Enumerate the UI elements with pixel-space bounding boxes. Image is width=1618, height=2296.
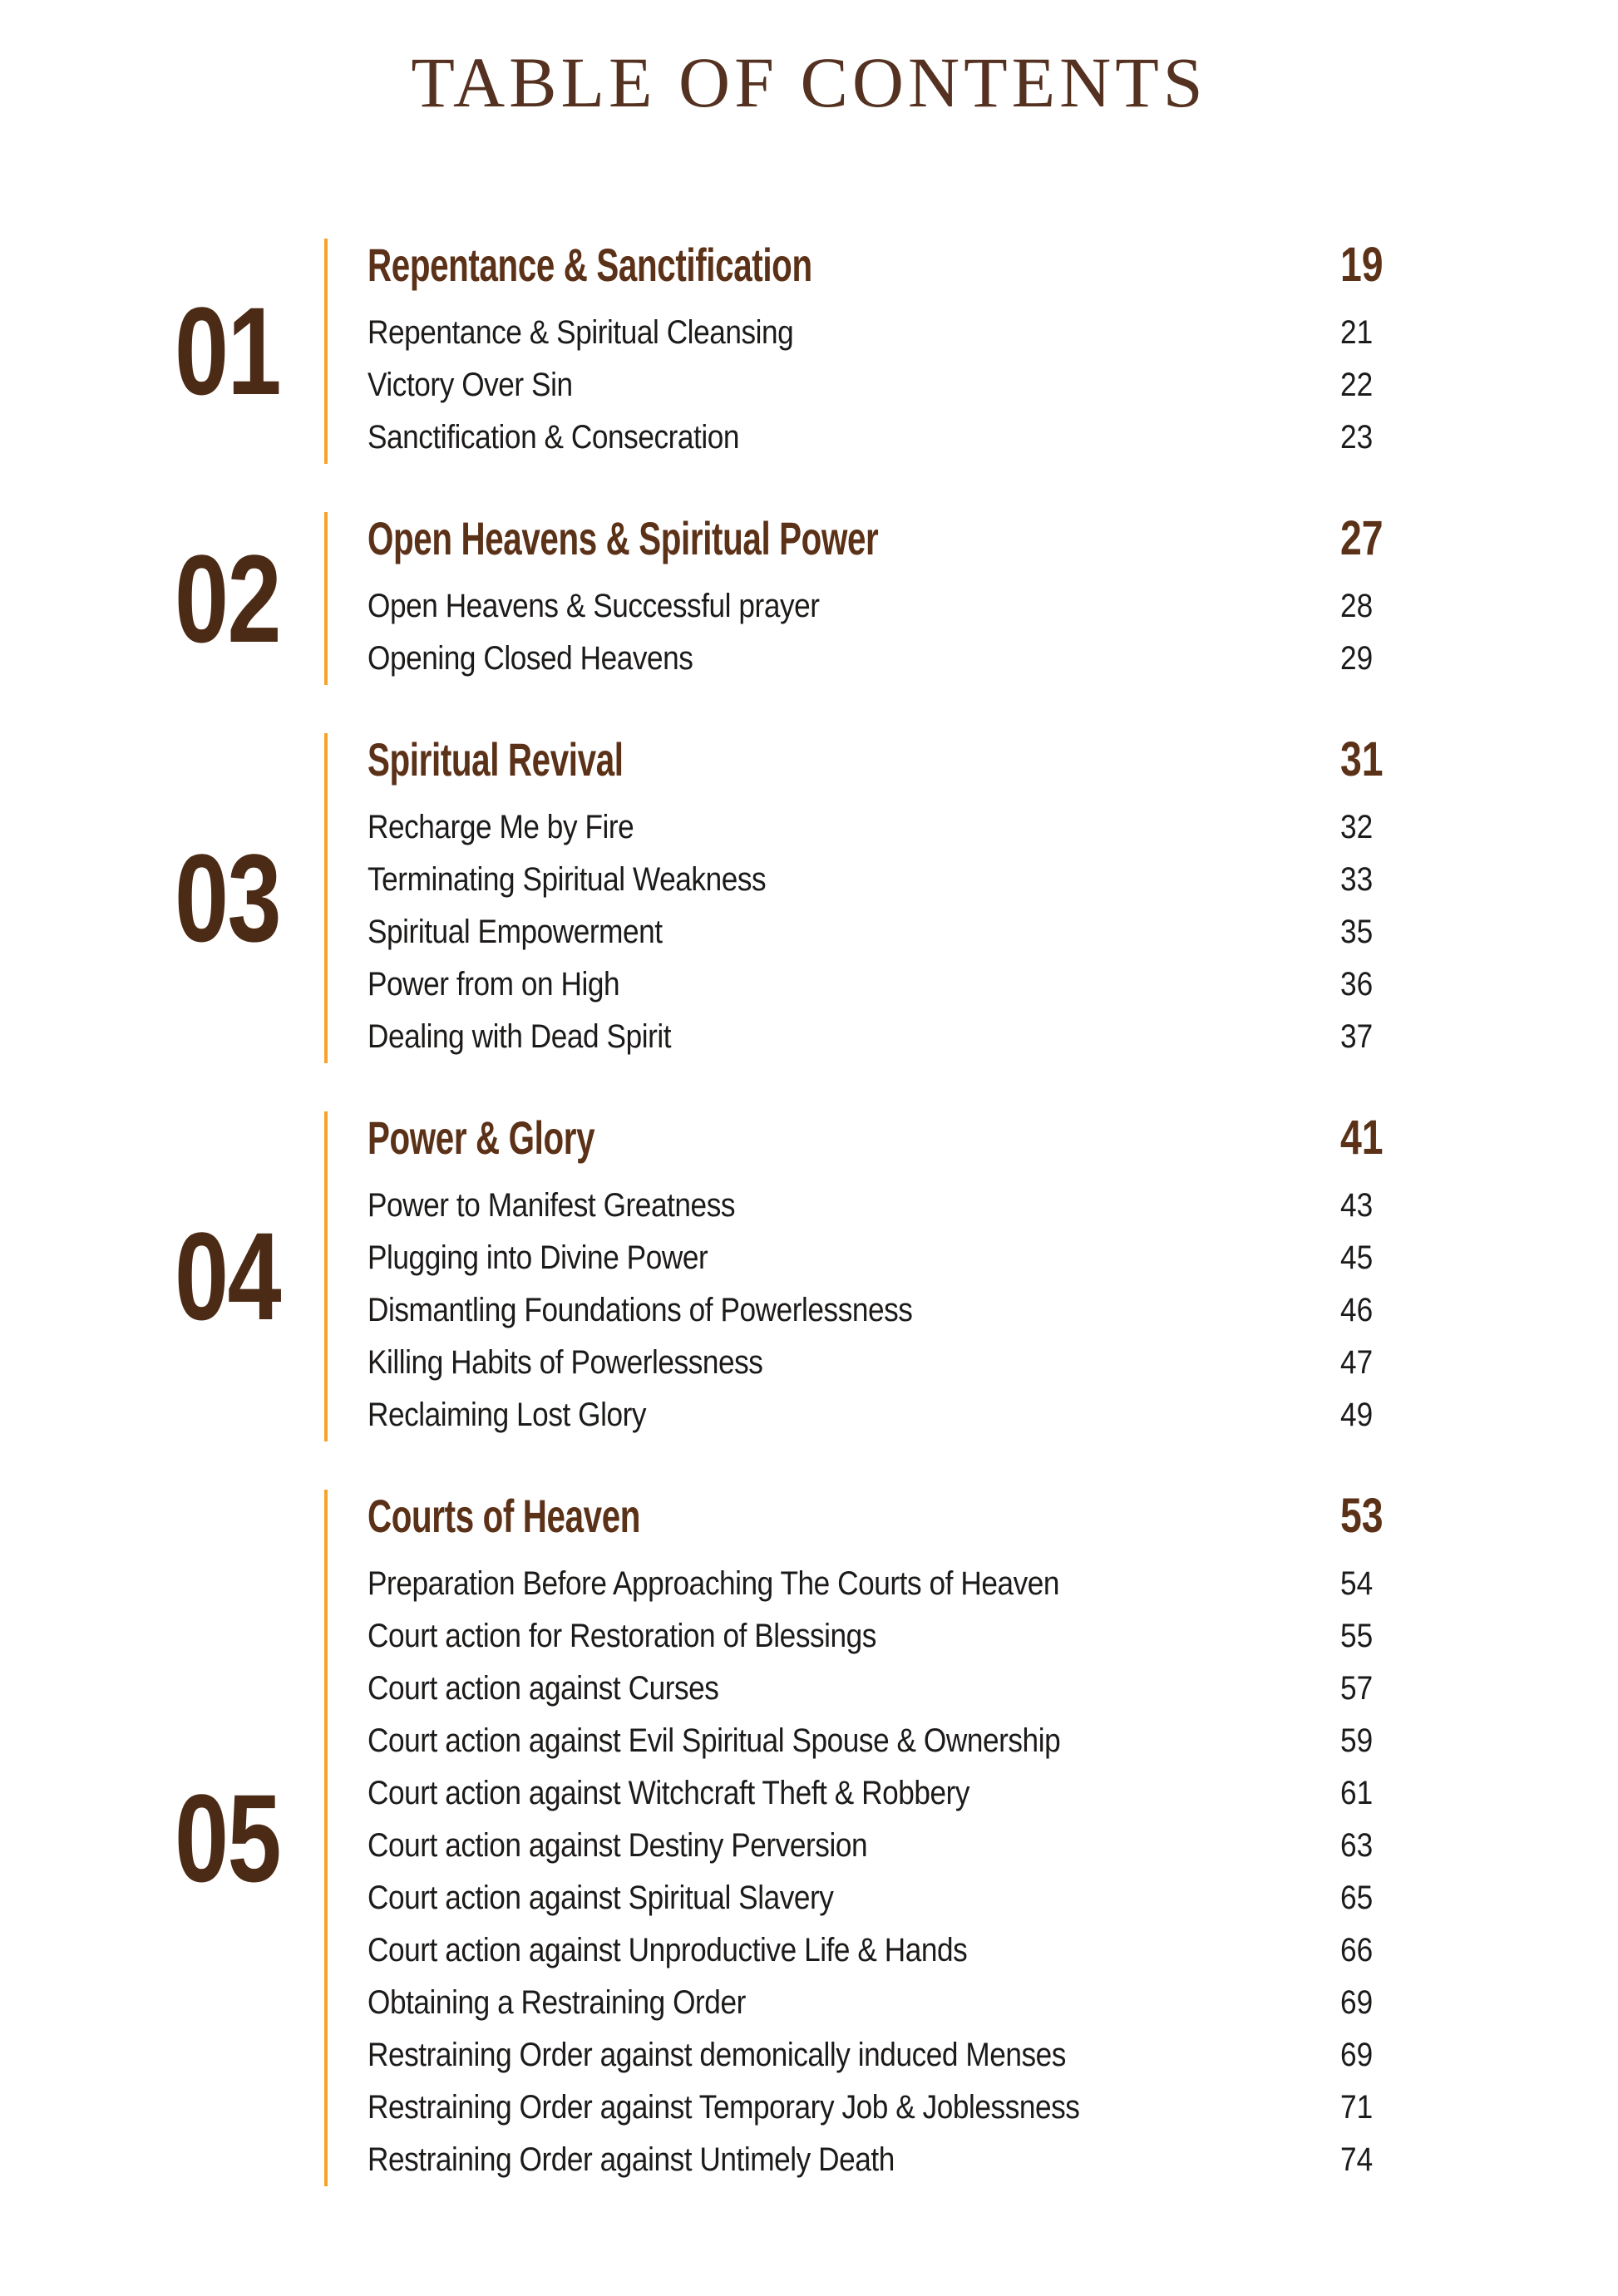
toc-entry-page: 37	[1340, 1017, 1374, 1055]
section-items	[368, 1180, 1390, 1441]
toc-entry-title: Court action against Curses	[368, 1669, 719, 1707]
toc-entry-page: 69	[1340, 1983, 1374, 2021]
toc-entry	[368, 1872, 1390, 1924]
toc-entry	[368, 801, 1390, 854]
toc-entry-title: Court action against Spiritual Slavery	[368, 1879, 834, 1916]
toc-entry-page: 49	[1340, 1396, 1374, 1433]
toc-entry	[368, 1558, 1390, 1610]
sections-container	[0, 239, 1618, 2186]
toc-entry-title: Court action for Restoration of Blessings	[368, 1617, 876, 1654]
toc-entry	[368, 854, 1390, 906]
toc-entry-page: 43	[1340, 1186, 1374, 1224]
section-number: 03	[175, 828, 281, 968]
toc-entry	[368, 1715, 1390, 1767]
toc-entry-page: 46	[1340, 1291, 1374, 1328]
section-number: 04	[175, 1206, 281, 1347]
toc-entry-title: Repentance & Spiritual Cleansing	[368, 313, 794, 351]
toc-entry-page: 36	[1340, 965, 1374, 1003]
toc-entry-title: Obtaining a Restraining Order	[368, 1983, 746, 2021]
toc-entry	[368, 1232, 1390, 1284]
toc-entry-page: 54	[1340, 1564, 1374, 1602]
toc-entry	[368, 1820, 1390, 1872]
section-number-column	[175, 733, 324, 1063]
toc-entry-title: Victory Over Sin	[368, 366, 573, 403]
toc-entry-page: 45	[1340, 1239, 1374, 1276]
section-header	[368, 512, 1390, 565]
toc-entry	[368, 2134, 1390, 2186]
toc-entry-page: 21	[1340, 313, 1374, 351]
section-items	[368, 580, 1390, 685]
section-header	[368, 1111, 1390, 1165]
section-page-number: 53	[1340, 1488, 1384, 1543]
section-header	[368, 1490, 1390, 1543]
section-header	[368, 733, 1390, 786]
toc-entry	[368, 1337, 1390, 1389]
toc-entry-page: 74	[1340, 2141, 1374, 2178]
toc-entry-title: Court action against Destiny Perversion	[368, 1826, 868, 1864]
toc-entry-page: 71	[1340, 2088, 1374, 2126]
toc-entry-title: Preparation Before Approaching The Courts of Heaven	[368, 1564, 1060, 1602]
toc-entry-title: Plugging into Divine Power	[368, 1239, 708, 1276]
toc-entry-title: Dismantling Foundations of Powerlessness	[368, 1291, 913, 1328]
toc-entry	[368, 906, 1390, 958]
toc-entry-title: Court action against Evil Spiritual Spouse & Ownership	[368, 1722, 1061, 1759]
section-content	[328, 1490, 1390, 2186]
toc-entry-title: Court action against Witchcraft Theft & Robbery	[368, 1774, 970, 1811]
toc-entry	[368, 307, 1390, 359]
toc-entry-page: 28	[1340, 587, 1374, 624]
toc-entry-page: 35	[1340, 913, 1374, 950]
toc-entry-title: Spiritual Empowerment	[368, 913, 663, 950]
toc-entry-title: Killing Habits of Powerlessness	[368, 1343, 763, 1381]
toc-entry	[368, 958, 1390, 1011]
toc-entry-page: 32	[1340, 808, 1374, 845]
toc-entry-page: 33	[1340, 860, 1374, 898]
toc-entry-page: 23	[1340, 418, 1374, 456]
toc-entry-page: 66	[1340, 1931, 1374, 1968]
toc-entry-page: 65	[1340, 1879, 1374, 1916]
section-number: 01	[175, 281, 281, 421]
toc-entry-page: 63	[1340, 1826, 1374, 1864]
toc-entry	[368, 1610, 1390, 1663]
section-items	[368, 307, 1390, 464]
toc-entry	[368, 359, 1390, 411]
toc-entry-title: Terminating Spiritual Weakness	[368, 860, 767, 898]
toc-entry-title: Power from on High	[368, 965, 620, 1003]
section-page-number: 27	[1340, 510, 1384, 565]
toc-entry	[368, 1389, 1390, 1441]
toc-section	[175, 733, 1390, 1063]
section-number: 02	[175, 528, 281, 668]
page-title: TABLE OF CONTENTS	[411, 42, 1207, 122]
toc-entry-title: Open Heavens & Successful prayer	[368, 587, 820, 624]
section-number-column	[175, 1111, 324, 1441]
toc-section	[175, 1111, 1390, 1441]
toc-entry-title: Restraining Order against Temporary Job & Joblessness	[368, 2088, 1080, 2126]
section-content	[328, 1111, 1390, 1441]
section-content	[328, 733, 1390, 1063]
section-title: Power & Glory	[368, 1111, 595, 1164]
toc-entry-page: 59	[1340, 1722, 1374, 1759]
toc-entry	[368, 1767, 1390, 1820]
toc-entry-title: Sanctification & Consecration	[368, 418, 740, 456]
toc-entry-title: Recharge Me by Fire	[368, 808, 634, 845]
toc-entry-title: Opening Closed Heavens	[368, 639, 693, 677]
toc-entry-page: 47	[1340, 1343, 1374, 1381]
section-items	[368, 801, 1390, 1063]
section-content	[328, 512, 1390, 685]
toc-entry-title: Restraining Order against Untimely Death	[368, 2141, 895, 2178]
section-number: 05	[175, 1767, 281, 1908]
section-title: Open Heavens & Spiritual Power	[368, 511, 879, 564]
toc-entry	[368, 1977, 1390, 2029]
section-header	[368, 239, 1390, 292]
toc-entry	[368, 1180, 1390, 1232]
toc-entry-page: 61	[1340, 1774, 1374, 1811]
toc-entry	[368, 1011, 1390, 1063]
section-number-column	[175, 1490, 324, 2186]
toc-entry	[368, 1663, 1390, 1715]
toc-entry-title: Reclaiming Lost Glory	[368, 1396, 647, 1433]
toc-entry-title: Restraining Order against demonically induced Menses	[368, 2036, 1066, 2073]
toc-entry	[368, 580, 1390, 633]
toc-entry-page: 29	[1340, 639, 1374, 677]
toc-entry	[368, 2029, 1390, 2082]
toc-section	[175, 239, 1390, 464]
section-title: Repentance & Sanctification	[368, 238, 812, 291]
toc-entry	[368, 2082, 1390, 2134]
toc-entry-page: 69	[1340, 2036, 1374, 2073]
section-number-column	[175, 512, 324, 685]
toc-entry-title: Dealing with Dead Spirit	[368, 1017, 672, 1055]
toc-section	[175, 1490, 1390, 2186]
toc-entry-title: Court action against Unproductive Life & Hands	[368, 1931, 968, 1968]
section-title: Spiritual Revival	[368, 732, 624, 786]
section-page-number: 19	[1340, 237, 1384, 292]
section-page-number: 31	[1340, 732, 1384, 786]
toc-entry-page: 57	[1340, 1669, 1374, 1707]
toc-entry	[368, 1284, 1390, 1337]
toc-entry-title: Power to Manifest Greatness	[368, 1186, 736, 1224]
toc-section	[175, 512, 1390, 685]
toc-entry	[368, 1924, 1390, 1977]
toc-entry	[368, 633, 1390, 685]
toc-entry-page: 22	[1340, 366, 1374, 403]
section-title: Courts of Heaven	[368, 1489, 641, 1542]
section-number-column	[175, 239, 324, 464]
section-content	[328, 239, 1390, 464]
toc-entry	[368, 411, 1390, 464]
toc-entry-page: 55	[1340, 1617, 1374, 1654]
section-page-number: 41	[1340, 1110, 1384, 1165]
section-items	[368, 1558, 1390, 2186]
